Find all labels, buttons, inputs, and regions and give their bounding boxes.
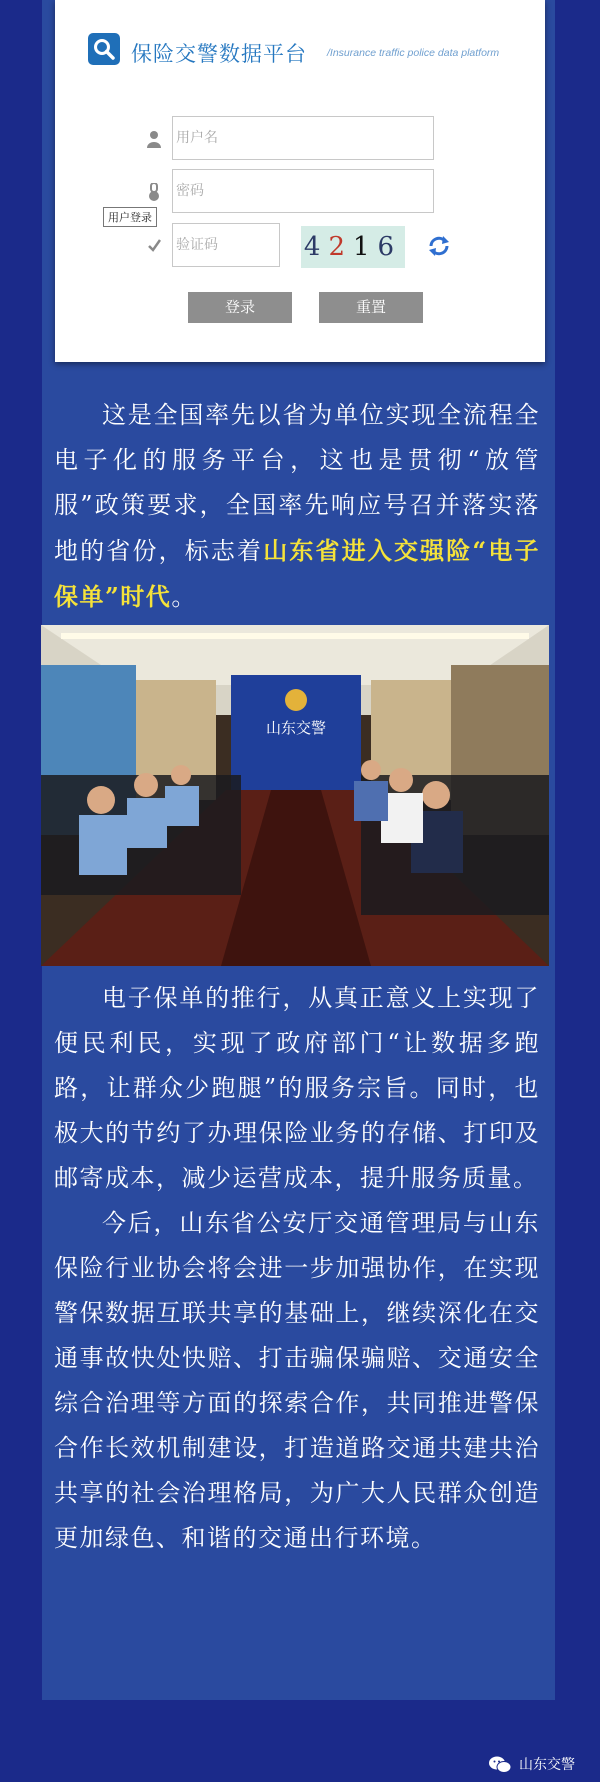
platform-subtitle: /Insurance traffic police data platform [327, 47, 500, 59]
intro-text: 这是全国率先以省为单位实现全流程全电子化的服务平台，这也是贯彻“放管服”政策要求，全国率先响应号召并落实落地的省份，标志着 [54, 401, 540, 565]
captcha-image[interactable] [301, 226, 405, 268]
intro-text-end: 。 [171, 583, 197, 611]
wechat-icon [488, 1755, 512, 1775]
refresh-icon[interactable] [426, 233, 452, 259]
search-logo-icon [88, 33, 120, 65]
footer-account: 山东交警 [519, 1757, 575, 1773]
body-paragraph: 电子保单的推行，从真正意义上实现了便民利民，实现了政府部门“让数据多跑路，让群众少跑腿”的服务宗旨。同时，也极大的节约了办理保险业务的存储、打印及邮寄成本，减少运营成本，提升服务质量。 [54, 984, 540, 1192]
captcha-digit: 4 [303, 232, 329, 262]
login-button[interactable]: 登录 [188, 292, 292, 323]
password-input[interactable] [172, 169, 434, 213]
captcha-digit: 2 [328, 232, 353, 262]
user-icon [146, 130, 162, 148]
username-input[interactable] [172, 116, 434, 160]
intro-highlight: 山东省进入交强险“电子保单”时代 [54, 536, 541, 611]
intro-paragraph [54, 393, 540, 620]
captcha-input[interactable] [172, 223, 280, 267]
meeting-photo [41, 625, 549, 966]
body-paragraphs [54, 976, 540, 1561]
lock-icon [146, 183, 162, 201]
verify-icon [146, 236, 162, 254]
platform-title: 保险交警数据平台 [131, 42, 307, 66]
login-card [55, 0, 545, 362]
body-paragraph: 今后，山东省公安厅交通管理局与山东保险行业协会将会进一步加强协作，在实现警保数据互联共享的基础上，继续深化在交通事故快处快赔、打击骗保骗赔、交通安全综合治理等方面的探索合作，共同推进警保合作长效机制建设，打造道路交通共建共治共享的社会治理格局，为广大人民群众创造更加绿色、和谐的交通出行环境。 [54, 1209, 540, 1552]
reset-button[interactable]: 重置 [319, 292, 423, 323]
captcha-digit: 1 [353, 232, 378, 262]
login-tooltip: 用户登录 [103, 207, 157, 227]
captcha-digit: 6 [377, 232, 403, 262]
photo-sign-text: 山东交警 [265, 719, 327, 737]
